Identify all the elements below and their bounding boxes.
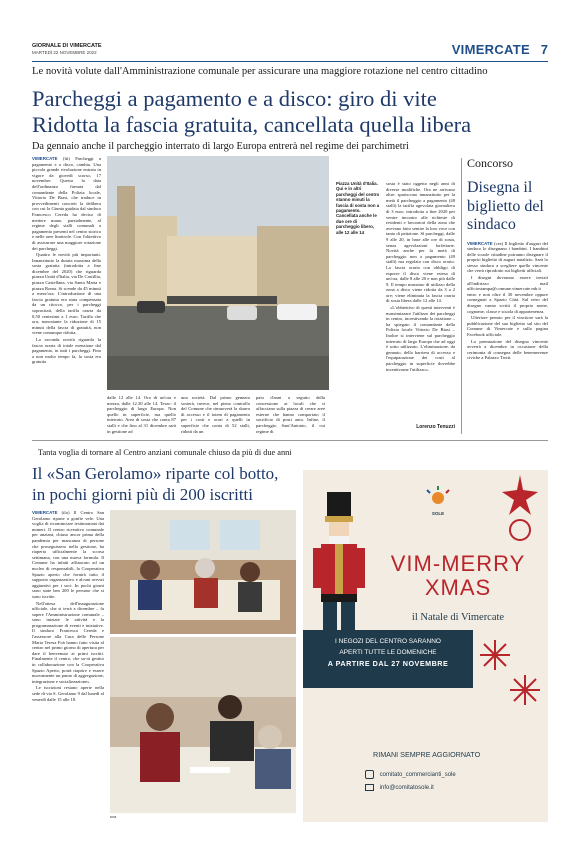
article1-col5-p2: «L'obbiettivo di questi interventi è massimizzare l'utilizzo dei parcheggi in centro, incentivando la rotazione – ha spiegato il comandante della Polizia locale Vittorio De Biasi – Inoltre si interviene sul parcheggio interrato di largo Europa che ad oggi è sotto utilizzato. L'eliminazione, da gennaio, della barriera di accesso e l'equiparazione dei costi al parcheggio in superficie dovrebbe incentivarne l'utilizzo». <box>386 305 455 372</box>
article2-photo-bottom <box>110 637 296 813</box>
ad-subtitle: il Natale di Vimercate <box>411 612 505 623</box>
sidebar <box>467 156 548 438</box>
social-handle: comitato_commercianti_sole <box>379 772 456 779</box>
page-header <box>32 42 548 60</box>
sun-logo-icon <box>423 486 453 506</box>
sidebar-headline: Disegna il biglietto del sindaco <box>467 179 544 233</box>
article1-kicker: VIMERCATE <box>32 156 58 161</box>
ad-box-line3: A PARTIRE DAL 27 NOVEMBRE <box>327 659 449 668</box>
seniors-table-photo <box>110 510 296 634</box>
article2-kicker: VIMERCATE <box>32 510 58 515</box>
sidebar-body <box>467 241 548 441</box>
article1-headline-line1: Parcheggi a pagamento e a disco: giro di vite <box>32 86 437 111</box>
article1-col1-p3: La seconda novità riguarda la fascia oraria di totale esenzione dal pagamento, in tutti i parcheggi. Fino a non molto tempo fa, la sosta era gratuita <box>32 337 101 365</box>
article2-photo-credit: sxa <box>110 814 117 819</box>
sidebar-kicker: VIMERCATE <box>467 240 493 246</box>
article2-col1-p3: Le iscrizioni restano aperte nella sede di via S. Gerolamo 9 dal lunedì al venerdì dalle 15 alle 18. <box>32 685 104 702</box>
ad-box-line2: APERTI TUTTE LE DOMENICHE <box>339 649 437 656</box>
snowflake-icon <box>475 630 545 710</box>
sidebar-label: Concorso <box>467 156 513 170</box>
article2-photo-top <box>110 510 296 634</box>
article1-lead: (lti) Parcheggi a pagamento e a disco, cambia. Una piccola grande rivoluzione entrata in vigore da giovedì scorso, 17 novembre. Questa la data dell'ordinanza firmata dal comandante della Polizia locale, Vittorio De Biasi, che traduce in provvedimenti concreti la delibera con cui la Giunta guidata dal sindaco Francesco Cereda ha deciso di mettere mano, parzialmente, al regime degli stalli comunali a pagamento presenti nel centro storico e nelle aree limitrofe. Con l'obiettivo di assicurare una maggiore rotazione dei parcheggi. <box>32 156 101 251</box>
paper-name: GIORNALE DI VIMERCATE <box>32 43 102 49</box>
article1-col5-p1: sosta è stato oggetto negli anni di diverse modifiche. Ora ne arrivano altre: spariscono innanzitutto per la metà il parcheggio a pagamento (48 stalli) la tariffa agevolata giornaliera di 3 euro, introdotta a fine 2020 per venire incontro alle richieste di residenti e lavoratori della zona che avevano fatto sentire la loro voce con tanto di petizione. Sì parcheggi, dalle 9 alle 20, in base alle ore di sosta, senza agevolazioni forfettarie. Novità anche per la metà di parcheggio non a pagamento (49 stalli) ma regolata con disco orario. La fascia oraria con obbligo di esporre il disco viene estesa di un'ora, dalle 8 alle 20 e non più dalle 9. Il tempo massimo di utilizzo della zona a disco viene ridotta da 3 a 2 ore; viene eliminata la fascia oraria di sosta libera dalle 12 alle 14. <box>386 181 455 304</box>
article1-caption: Piazza Unità d'Italia. Qui e in altri parcheggi del centro stanno minuti la fascia di sosta non a pagamento. Cancellata anche le due ore di parcheggio libero, alle 12 alle 14 <box>336 181 380 235</box>
article1-headline <box>32 86 548 138</box>
article2-col1-p2: Nell'attesa dell'inaugurazione ufficiale, che si terrà a dicembre – fa sapere l'Amministrazione comunale – sono iniziate le attività e la programmazione di eventi e iniziative. Il sindaco Francesco Cereda e l'assessore alla Cura delle Persone Maria Teresa Foà hanno fatto visita al centro nel primo giorno di apertura per dare il benvenuto ai primi iscritti. Finalmente il centro, che sa-rà gestito in collaborazione con la Cooperativa Spazio Aperto, potrà riaprire e essere nuovamente un punto di aggregazione, integrazione e socializzazione». <box>32 600 104 684</box>
ad-footer-title: RIMANI SEMPRE AGGIORNATO <box>373 750 481 759</box>
article1-headline-line2: Ridotta la fascia gratuita, cancellata quella libera <box>32 112 472 137</box>
ad-box-line1: I NEGOZI DEL CENTRO SARANNO <box>335 638 441 645</box>
sidebar-lead: (ces) Il biglietto d'auguri del sindaco lo disegnano i bambini. I bambini delle scuole cittadine potranno disegnare il proprio biglietto di auguri natalizio. Sarà lo stesso sindaco a scegliere quello vincente che verrà riprodotto sui biglietti ufficiali. <box>467 240 548 274</box>
article1-overline: Le novità volute dall'Amministrazione comunale per assicurare una maggiore rotazione nel centro cittadino <box>32 66 488 77</box>
article1-subhead: Da gennaio anche il parcheggio interrato di largo Europa entrerà nel regime dei parchimetri <box>32 141 409 152</box>
sidebar-p2: I disegni dovranno essere inviati all'indirizzo mail ufficiostampa@comune.vimercate.mb.it entro e non oltre il 30 novembre oppure consegnati a Spazio Città. Sul retro del disegno vanno scritti il proprio nome, cognome, classe e scuola di appartenenza. <box>467 275 548 314</box>
sole-logo <box>413 486 463 516</box>
page-number: 7 <box>540 42 548 57</box>
article1-column-5 <box>386 181 455 419</box>
article2-headline-line2: in pochi giorni più di 200 iscritti <box>32 485 253 504</box>
piazza-photo-illustration <box>107 156 329 390</box>
article1-col1-p2: Quattro le novità più importanti. Innanzitutto la durata massima della sosta gratuita (introdotta a fine dicembre del 2020) che riguarda piazza Unità d'Italia, via De Castillia, piazza Castellana, via Santa Marta e piazza Roma. Si scende da 45 minuti a mezz'ora. L'introduzione di una fascia gratuita era stata compensata da un ritocco, per i parcheggi sopracitati, della tariffa oraria da 0,50 centesimi a 1 euro. Tariffa che ora, nonostante la riduzione di 15 minuti della fascia di gratuità, non viene comunque ridotta. <box>32 252 101 336</box>
sidebar-p4: La premiazione del disegno vincente avverrà a dicembre in occasione della cerimonia di consegna delle benemerenze civiche a Palazzo Trotti. <box>467 338 548 361</box>
email-address: info@comitatosole.it <box>379 785 434 792</box>
article1-column-2: dalle 12 alle 14. Ora di un'ora e mezza, dalle 12.30 alle 14. Terzo: il parcheggio di largo Europa. Non quello in superficie, ma quello interrato. Area di sosta che conta 87 stalli e che fino al 31 dicembre sarà in gestione ad <box>107 395 176 434</box>
ad-social <box>365 770 540 779</box>
article2-lead: (tlo) Il Centro San Gerolamo riparte a gonfie vele. Una voglia di ricominciare testimoniata dai numeri. Il centro ricreativo comunale per anziani, chiuso ancor prima della pandemia per mancanza di persone che proseguissero nella gestione, ha riaperto ufficialmente la scorsa settimana, con una nuova formula. Il Comune ha infatti affiancato ad un nucleo di responsabili, la Cooperativa Spazio aperto che fornirà tutto il supporto organizzativo e alcuni servizi aggiuntivi per i soci. In pochi giorni sono state ben 200 le persone che si sono iscritte. <box>32 510 104 599</box>
article1-photo <box>107 156 329 390</box>
ad-title-line1: VIM-MERRY <box>390 551 526 576</box>
email-icon <box>365 784 374 791</box>
instagram-icon <box>365 770 374 779</box>
article2-headline-line1: Il «San Gerolamo» riparte col botto, <box>32 464 279 483</box>
ad-title <box>373 552 543 600</box>
xmas-ad <box>303 470 548 822</box>
seniors-cards-photo <box>110 637 296 813</box>
sidebar-divider <box>461 158 462 434</box>
issue-date: MARTEDÌ 22 NOVEMBRE 2022 <box>32 50 97 55</box>
header-rule <box>32 61 548 62</box>
article1-column-3: una società. Dal primo gennaio sosterà, invece, nel pieno controllo del Comune che rimuoverà la sbarra di accesso e il totem di pagamento per i costi e orari a quelli in superficie che conta di 52 stalli, ridotti da un <box>181 395 250 434</box>
section-title: VIMERCATE <box>451 42 530 57</box>
ad-email <box>365 784 540 791</box>
article2-overline: Tanta voglia di tornare al Centro anziani comunale chiuso da più di due anni <box>38 448 292 457</box>
article1-column-4: paio d'anni a seguito della concessione ai locali che si affacciano sulla piazza di creare aree esterne che hanno comportato il sacrificio di posti auto. Infine, il parcheggio Sant'Antonio, il cui regime di <box>256 395 325 434</box>
article2-headline <box>32 463 302 505</box>
ad-title-line2: XMAS <box>424 575 492 600</box>
sidebar-p3: Ulteriore premio per il vincitore sarà la pubblicazione del suo biglietto sul sito del Comune di Vimercate e sulla pagina Facebook ufficiale. <box>467 315 548 337</box>
ornament-icon <box>493 470 548 550</box>
article1-column-1 <box>32 156 101 436</box>
logo-text: SOLE <box>431 511 445 516</box>
ad-info-box <box>303 630 473 688</box>
article2-column-1 <box>32 510 104 810</box>
section-rule <box>32 440 548 441</box>
article1-byline: Lorenzo Tenuzzi <box>416 424 455 430</box>
